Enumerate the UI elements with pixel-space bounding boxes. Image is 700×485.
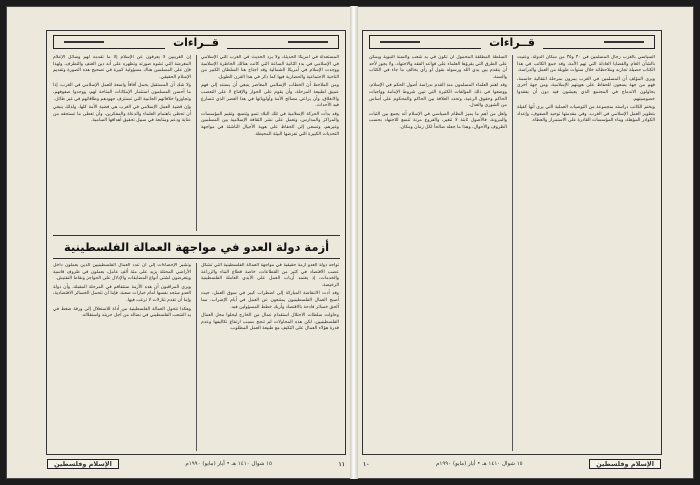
paragraph: وإن قضية العمل الإسلامي في الغرب هي قضية الأمة كلها، ولذلك ينبغي أن تحظى باهتمام العلماء والدعاة والمفكرين، وأن تعطى ما تستحقه من عناية ودعم ومتابعة في سبيل تحقيق أهدافها السامية. — [53, 105, 191, 124]
right-section-banner — [369, 35, 655, 49]
magazine-spread — [6, 6, 694, 479]
paragraph: ولا شك أن المستقبل يحمل آفاقاً واسعة للعمل الإسلامي في الغرب، إذا ما أحسن المسلمون استثمار الإمكانات المتاحة لهم، ووحدوا صفوفهم، وتجاوزوا خلافاتهم الجانبية التي تستنزف جهودهم وطاقاتهم في غير طائل. — [53, 83, 191, 102]
magazine-name: الإسلام وفلسطين — [47, 459, 119, 469]
page-number: ١١ — [338, 460, 345, 468]
banner-ornament — [288, 41, 328, 43]
magazine-name: الإسلام وفلسطين — [589, 459, 661, 469]
banner-ornament — [380, 41, 420, 43]
right-article-column-1 — [517, 55, 655, 451]
paragraph: السياسي بالغرب رجال المسلمين في ٣٠ و٣٥ من سكان الدولة، وعنيت بالشأن العام والقضايا العادلة التي تهم الأمة، وقد جمع الكاتب في هذا الكتاب حصيلة تجاربه وملاحظاته خلال سنوات طويلة من العمل والدراسة. — [517, 55, 655, 74]
paragraph: ويختم الكاتب دراسته بمجموعة من التوصيات العملية التي يرى أنها كفيلة بتطوير العمل الإسلامي في الغرب، وفي مقدمتها توحيد الصفوف، وإعداد الكوادر المؤهلة، وبناء المؤسسات القادرة على الاستمرار والعطاء. — [517, 105, 655, 124]
left-article-column-3 — [201, 263, 339, 451]
left-section-title: قــراءات — [165, 36, 227, 49]
paragraph: السلطة المطلقة المحمول أن تكون في يد شعب والسنة النبوية ويمكن على الطرق التي يقرؤها العلماء على قواعد الفقه والاجتهاد، ولا يجوز لأحد أن يتقدم بين يدي الله ورسوله بقول أو رأي يخالف ما جاء في الكتاب والسنة. — [369, 55, 507, 80]
paragraph: ويرى المراقبون أن هذه الأزمة ستتفاقم في المرحلة المقبلة، وأن دولة العدو ستجد نفسها أمام خيارات صعبة، فإما أن تتحمل الخسائر الاقتصادية، وإما أن تقدم تنازلات لا ترغب فيها. — [53, 284, 191, 303]
right-article-column-2 — [369, 55, 507, 451]
paragraph: وقد بدأت الحركة الإسلامية في تلك البلاد تنمو وتتسع، وتقيم المؤسسات والمراكز والمدارس، وتعمل على نشر الثقافة الإسلامية بين المسلمين وغيرهم، وتسعى إلى الحفاظ على هوية الأجيال الناشئة في مواجهة التحديات الكبيرة التي تفرضها البيئة المحيطة. — [201, 111, 339, 137]
issue-date: ١٥ ‏شوال ١٤١٠ هـ • أيار (مايو) ١٩٩٠م — [435, 461, 523, 467]
paragraph: ويرى المؤلف أن المسلمين في الغرب يمرون بمرحلة انتقالية حاسمة، فهم من جهة يسعون للحفاظ على هويتهم الإسلامية، ومن جهة أخرى يحاولون الاندماج في المجتمع الذي يعيشون فيه دون أن يفقدوا خصوصيتهم. — [517, 76, 655, 102]
banner-ornament — [604, 41, 644, 43]
left-article-column-1 — [201, 55, 339, 231]
left-page — [46, 30, 346, 468]
paragraph: وحاولت سلطات الاحتلال استقدام عمال من الخارج ليحلوا محل العمال الفلسطينيين، لكن هذه المحاولات لم تنجح بسبب ارتفاع تكاليفها وعدم قدرة هؤلاء العمال على التكيف مع طبيعة العمل المطلوب. — [201, 313, 339, 332]
right-page-footer — [363, 458, 661, 470]
paragraph: تواجه دولة العدو أزمة حقيقية في مواجهة العمالة الفلسطينية التي تشكل عصب الاقتصاد في كثير من القطاعات، خاصة قطاع البناء والزراعة والخدمات، إذ يعتمد أرباب العمل على الأيدي العاملة الفلسطينية الرخيصة. — [201, 263, 339, 288]
page-number: ١٠ — [363, 460, 370, 468]
left-page-footer — [47, 458, 345, 470]
banner-ornament — [64, 41, 104, 43]
paragraph: وهكذا تتحول العمالة الفلسطينية من أداة للاستغلال إلى ورقة ضغط في يد الشعب الفلسطيني في نضاله من أجل حريته واستقلاله. — [53, 306, 191, 319]
right-page — [362, 30, 662, 468]
paragraph: وقد أدت الانتفاضة المباركة إلى اضطراب كبير في سوق العمل، حيث أصبح العمال الفلسطينيون يمتنعون عن العمل في أيام الإضراب، مما ألحق خسائر فادحة بالاقتصاد وأربك خطط المسؤولين فيه. — [201, 291, 339, 310]
right-section-title: قــراءات — [481, 36, 543, 49]
article-headline: أزمة دولة العدو في مواجهة العمالة الفلسطينية — [53, 235, 340, 259]
left-article-column-2 — [53, 55, 191, 231]
page-fold — [350, 6, 358, 479]
paragraph: وقد اهتم العلماء المسلمون منذ القدم بدراسة أصول الحكم في الإسلام، ووضعوا في ذلك المؤلفات الكثيرة التي تبين شروط الإمامة وواجبات الحاكم وحقوق الرعية، وتحدد العلاقة بين الحاكم والمحكوم على أساس من الشورى والعدل. — [369, 83, 507, 109]
column-rule — [512, 55, 513, 451]
paragraph: المستعداة في أمريكا الحديثة، ولا يرد الحديث في الغرب التي الإسلامي في الإسلامي في بدء الثانية الساعة التي كانت هنالك الخاطرة الإسلامية ووجدت الإسلام في أمريكا الشمالية وقد اجتاح هنا السلطان الكبير من الناحية الاجتماعية والحضارية فيها كما ذكر في هذا القرن الطويل. — [201, 55, 339, 80]
column-rule — [196, 263, 197, 451]
left-article-column-4 — [53, 263, 191, 451]
left-section-banner — [53, 35, 339, 49]
issue-date: ١٥ ‏شوال ١٤١٠ هـ • أيار (مايو) ١٩٩٠م — [185, 461, 273, 467]
column-rule — [196, 55, 197, 231]
paragraph: وتشير الإحصاءات إلى أن عدد العمال الفلسطينيين الذين يعملون داخل الأراضي المحتلة يزيد على مئة ألف عامل، يعملون في ظروف قاسية ويتعرضون لشتى أنواع المضايقات والإذلال على الحواجز ونقاط التفتيش. — [53, 263, 191, 282]
paragraph: ومن الملاحظ أن الخطاب الإسلامي المعاصر ينبغي أن يستند إلى فهم عميق لطبيعة المرحلة، وأن يقوم على الحوار والإقناع لا على التعصب والانغلاق، وأن يراعي مصالح الأمة وأولوياتها في هذا العصر الذي تتسارع فيه الأحداث. — [201, 83, 339, 109]
paragraph: إن الغربيين لا يعرفون عن الإسلام إلا ما تقدمه لهم وسائل الإعلام المغرضة التي تشوه صورته وتظهره على أنه دين العنف والتطرف، ولهذا فإن على المسلمين هناك مسؤولية كبيرة في تصحيح هذه الصورة وتقديم الإسلام الحقيقي. — [53, 55, 191, 80]
paragraph: ولعل من أهم ما يميز النظام السياسي في الإسلام أنه يجمع بين الثبات والمرونة، فالأصول ثابتة لا تتغير، والفروع مرنة تتسع للاجتهاد بحسب الظروف والأحوال، وهذا ما جعله صالحاً لكل زمان ومكان. — [369, 111, 507, 130]
